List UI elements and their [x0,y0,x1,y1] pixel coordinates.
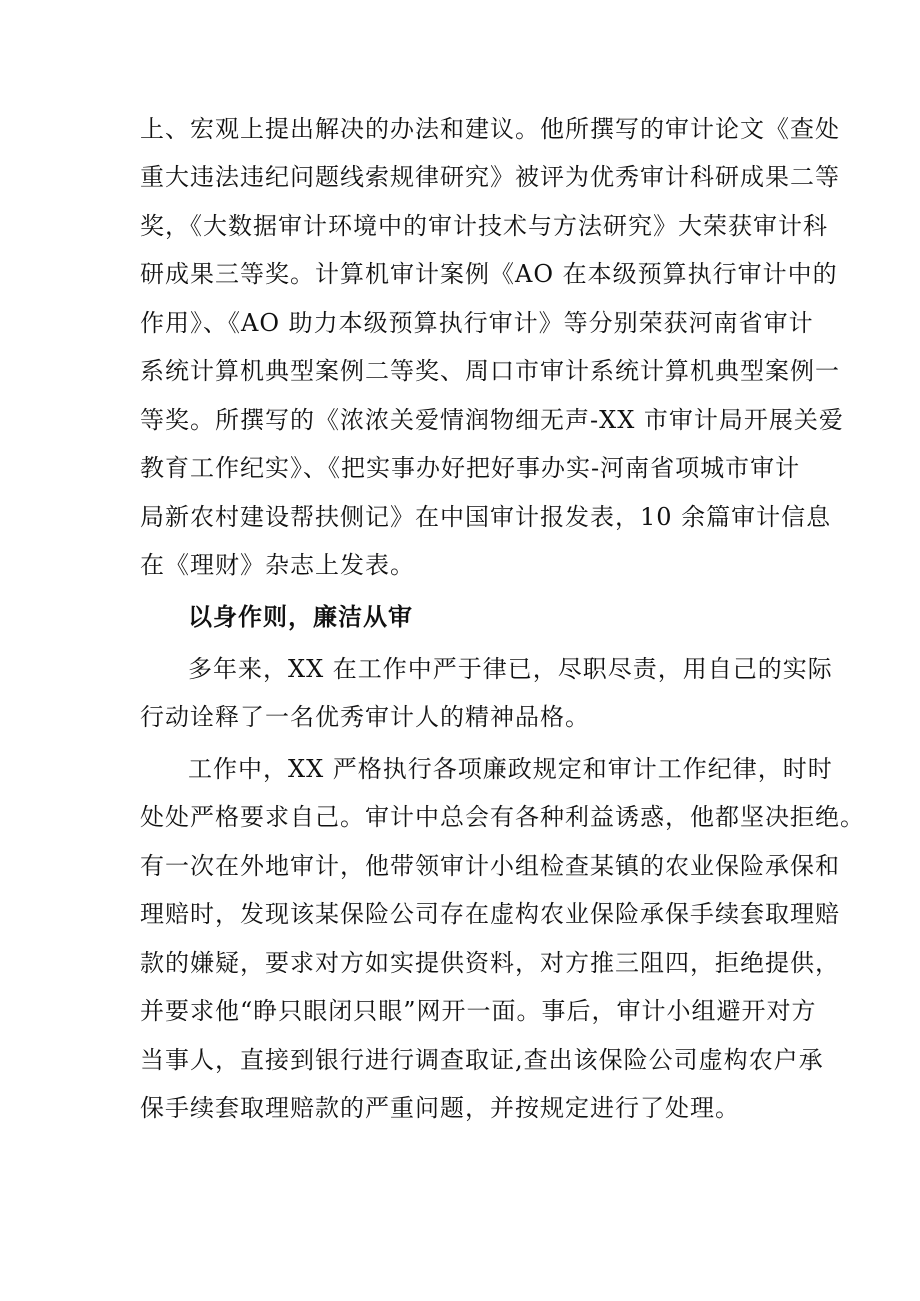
section-heading: 以身作则，廉洁从审 [188,603,413,631]
paragraph1-line: 教育工作纪实》、《把实事办好把好事办实-河南省项城市审计 [140,454,801,482]
paragraph3-line: 保手续套取理赔款的严重问题，并按规定进行了处理。 [140,1094,740,1122]
paragraph3-line: 理赔时，发现该某保险公司存在虚构农业保险承保手续套取理赔 [140,900,840,928]
paragraph2-line: 行动诠释了一名优秀审计人的精神品格。 [140,703,590,731]
paragraph3-line: 并要求他“睁只眼闭只眼”网开一面。事后，审计小组避开对方 [140,997,817,1025]
paragraph2-line: 多年来，XX 在工作中严于律已，尽职尽责，用自己的实际 [188,655,833,683]
paragraph1-line: 系统计算机典型案例二等奖、周口市审计系统计算机典型案例一 [140,357,840,385]
paragraph3-line: 工作中，XX 严格执行各项廉政规定和审计工作纪律，时时 [188,755,833,783]
paragraph1-line: 作用》、《AO 助力本级预算执行审计》等分别荣获河南省审计 [140,309,814,337]
paragraph1-line: 奖，《大数据审计环境中的审计技术与方法研究》大荣获审计科 [140,212,828,240]
paragraph3-line: 有一次在外地审计，他带领审计小组检查某镇的农业保险承保和 [140,852,840,880]
paragraph3-line: 款的嫌疑，要求对方如实提供资料，对方推三阻四，拒绝提供， [140,949,840,977]
paragraph1-line: 在《理财》杂志上发表。 [140,551,415,579]
paragraph3-line: 处处严格要求自己。审计中总会有各种利益诱惑，他都坚决拒绝。 [140,803,865,831]
paragraph1-line: 局新农村建设帮扶侧记》在中国审计报发表，10 余篇审计信息 [140,503,832,531]
paragraph3-line: 当事人，直接到银行进行调查取证,查出该保险公司虚构农户承 [140,1046,824,1074]
paragraph1-line: 重大违法违纪问题线索规律研究》被评为优秀审计科研成果二等 [140,163,840,191]
paragraph1-line: 等奖。所撰写的《浓浓关爱情润物细无声-XX 市审计局开展关爱 [140,406,844,434]
paragraph1-line: 研成果三等奖。计算机审计案例《AO 在本级预算执行审计中的 [140,260,838,288]
paragraph1-line: 上、宏观上提出解决的办法和建议。他所撰写的审计论文《查处 [140,115,840,143]
